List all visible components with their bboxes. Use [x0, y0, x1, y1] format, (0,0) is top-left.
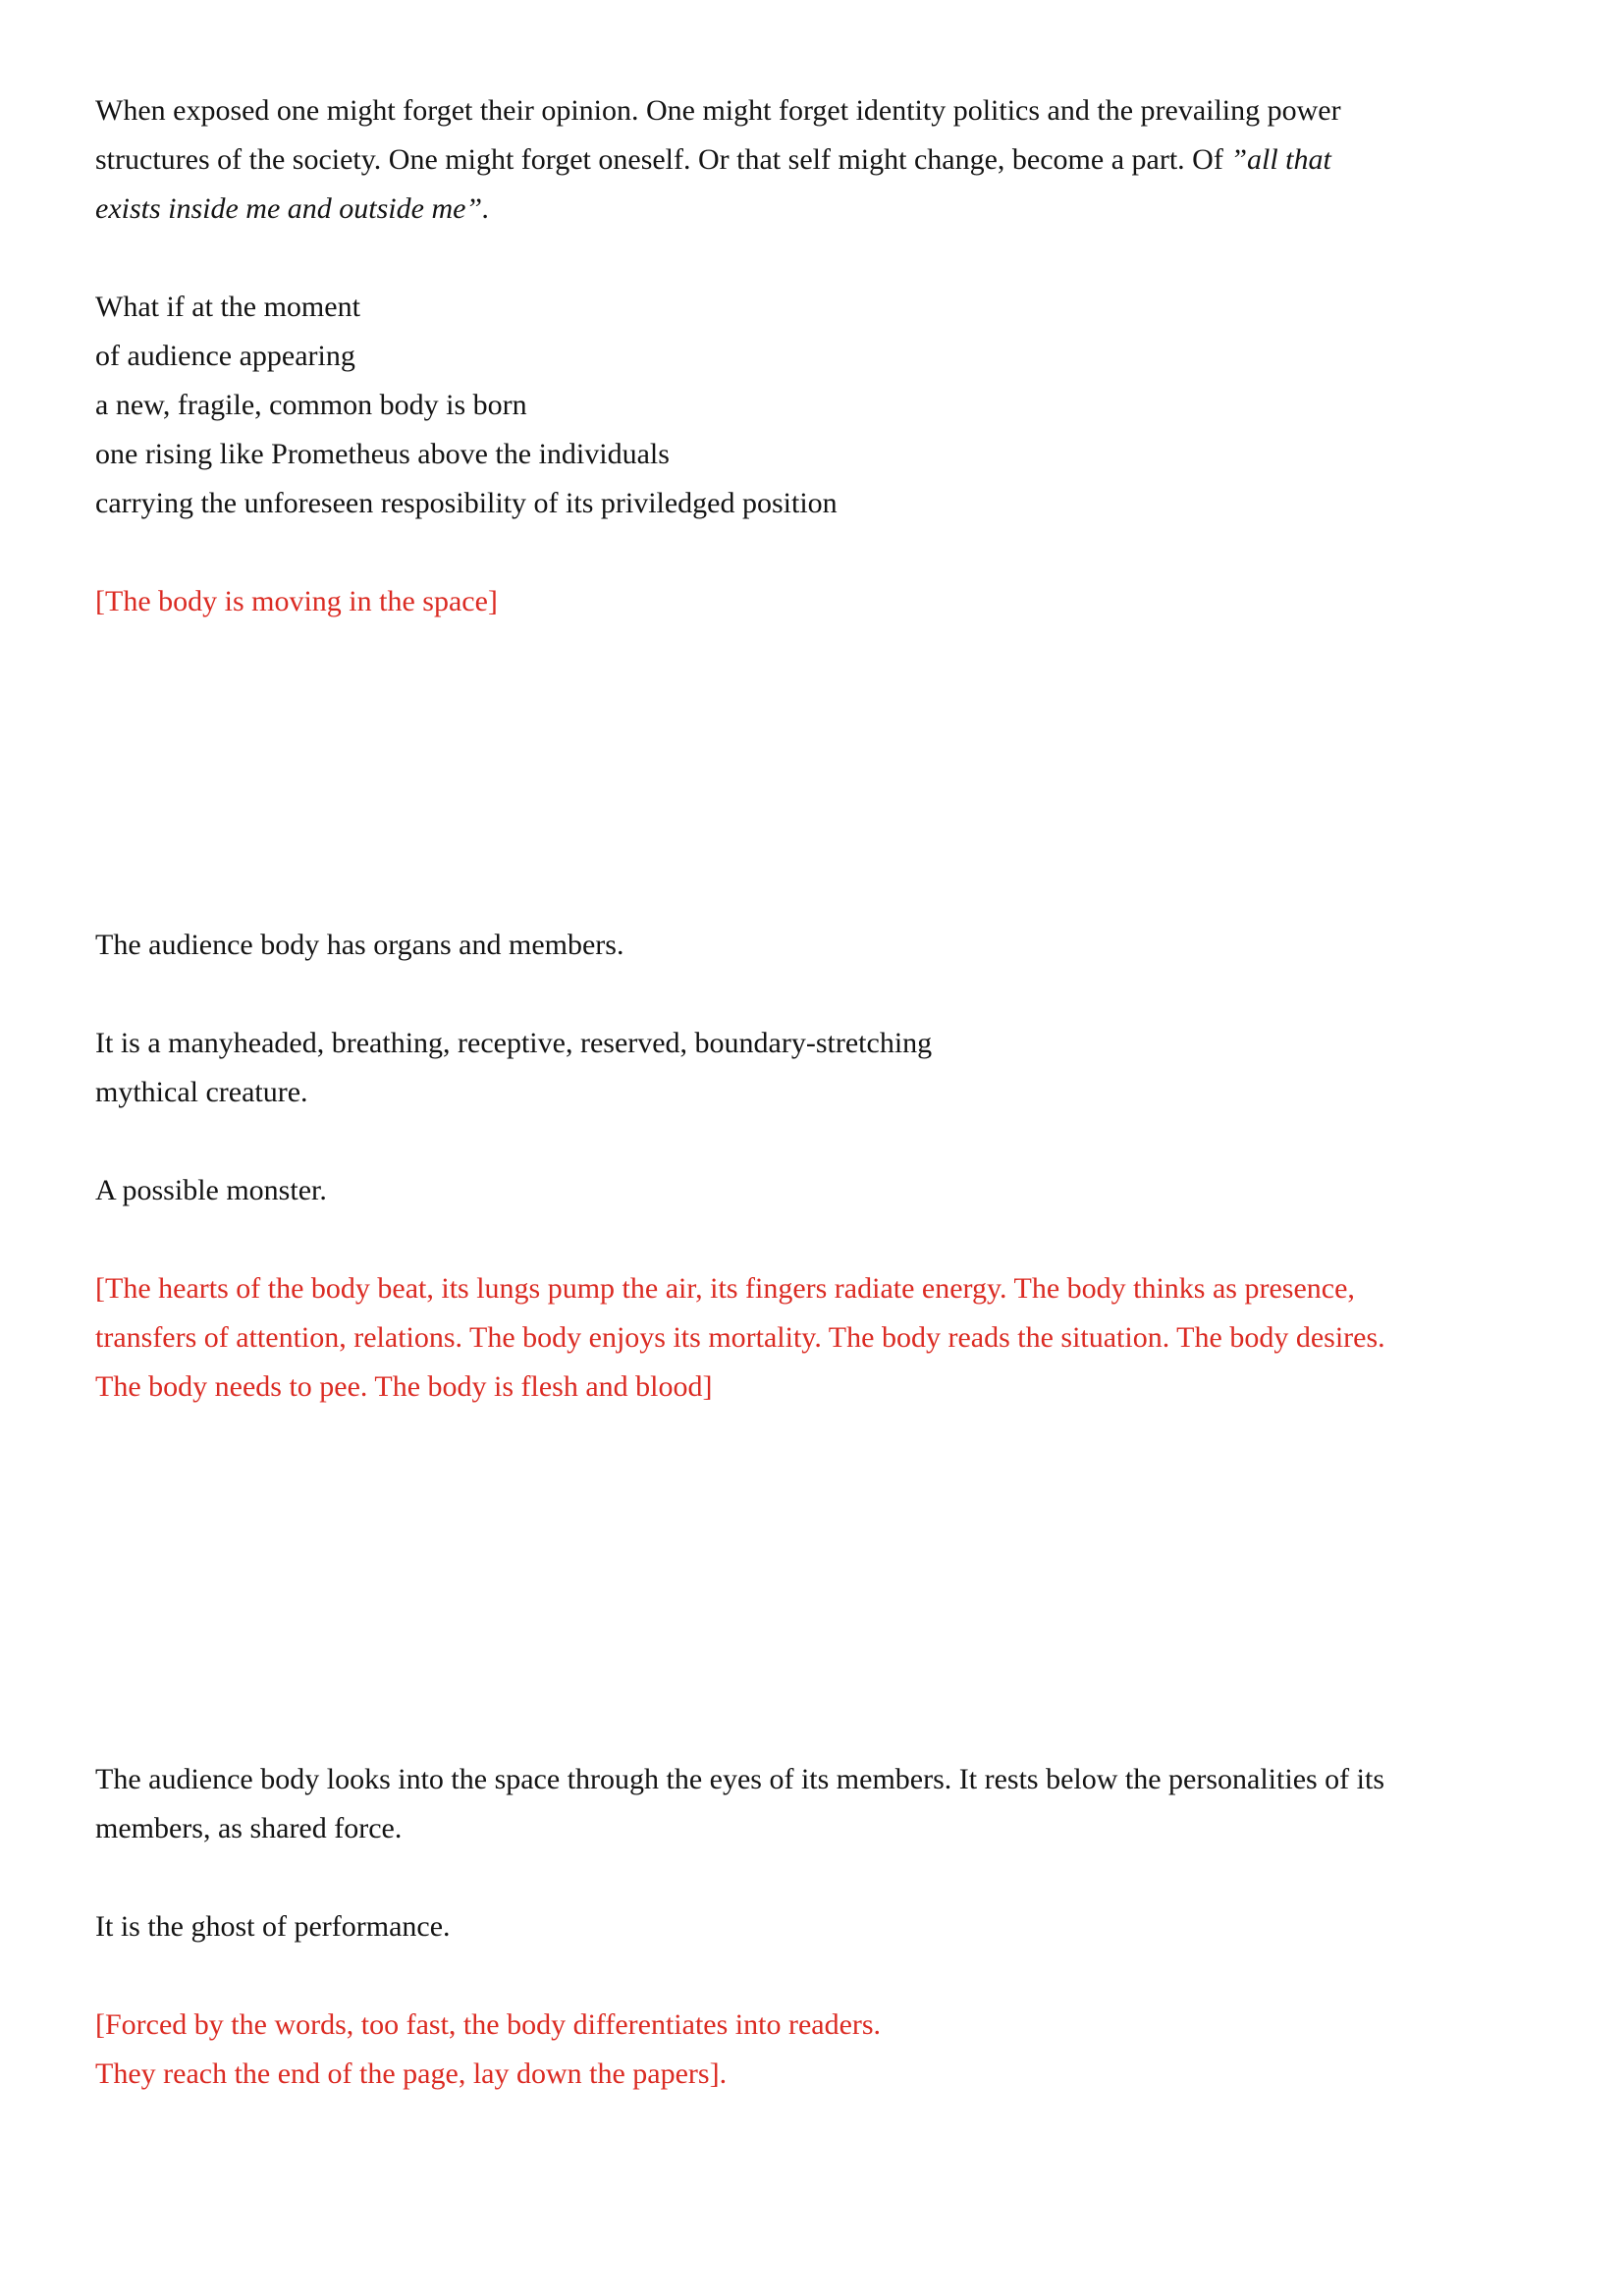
text-line: They reach the end of the page, lay down the papers].	[95, 2057, 728, 2090]
text-line: It is a manyheaded, breathing, receptive, reserved, boundary-stretching	[95, 1027, 933, 1059]
text-line: of audience appearing	[95, 340, 355, 372]
stage-direction-body-hearts	[95, 1264, 1526, 1412]
text-line: It is the ghost of performance.	[95, 1910, 451, 1943]
paragraph-possible-monster	[95, 1166, 1526, 1215]
text-line: A possible monster.	[95, 1174, 327, 1206]
text-segment: structures of the society. One might forget oneself. Or that self might change, become a part. Of	[95, 143, 1231, 176]
text-line: mythical creature.	[95, 1076, 308, 1108]
text-line: The body needs to pee. The body is flesh and blood]	[95, 1370, 713, 1403]
text-line: What if at the moment	[95, 291, 360, 323]
text-line: members, as shared force.	[95, 1812, 403, 1844]
paragraph-ghost-of-performance	[95, 1902, 1526, 1951]
text-line: When exposed one might forget their opinion. One might forget identity politics and the prevailing power	[95, 94, 1341, 127]
stage-direction-forced-by-words	[95, 2001, 1526, 2099]
text-line: one rising like Prometheus above the individuals	[95, 438, 670, 470]
text-line	[95, 135, 1526, 185]
paragraph-mythical-creature	[95, 1019, 1526, 1117]
paragraph-organs-members	[95, 921, 1526, 970]
text-line: exists inside me and outside me”.	[95, 192, 490, 225]
text-line: a new, fragile, common body is born	[95, 389, 527, 421]
text-line: [Forced by the words, too fast, the body differentiates into readers.	[95, 2008, 882, 2041]
text-line: [The body is moving in the space]	[95, 585, 498, 617]
text-segment-italic: ”all that	[1230, 143, 1331, 176]
paragraph-when-exposed	[95, 86, 1526, 234]
verse-what-if	[95, 283, 1526, 528]
text-line: The audience body looks into the space through the eyes of its members. It rests below the personalities of its	[95, 1763, 1385, 1795]
stage-direction-body-moving	[95, 577, 1526, 626]
text-line: [The hearts of the body beat, its lungs pump the air, its fingers radiate energy. The body thinks as presence,	[95, 1272, 1355, 1305]
text-line: transfers of attention, relations. The body enjoys its mortality. The body reads the situation. The body desires.	[95, 1321, 1385, 1354]
text-line: carrying the unforeseen resposibility of its priviledged position	[95, 487, 838, 519]
text-line: The audience body has organs and members.	[95, 929, 624, 961]
paragraph-shared-force	[95, 1755, 1526, 1853]
